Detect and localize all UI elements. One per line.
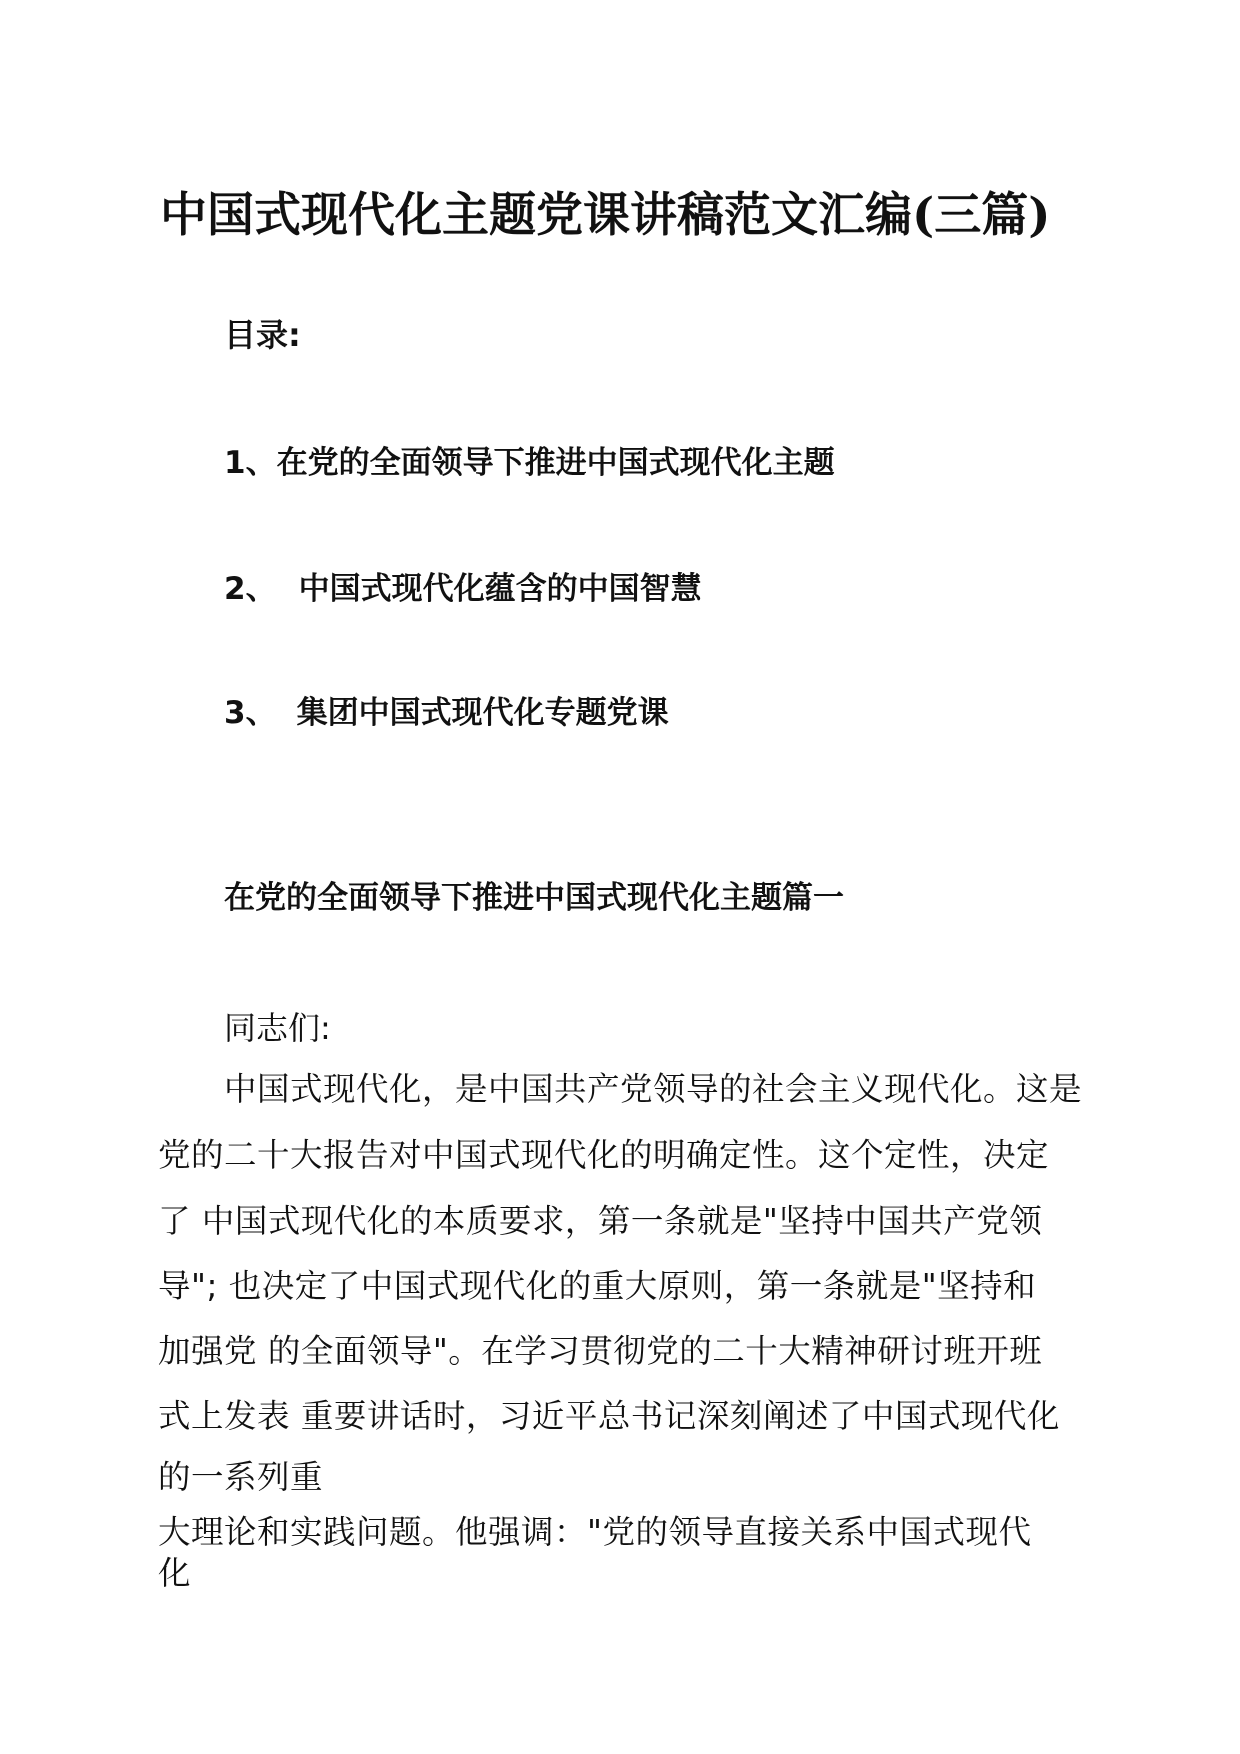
body-text-line: 了 中国式现代化的本质要求，第一条就是"坚持中国共产党领 [158, 1202, 1043, 1240]
toc-item-number: 1、 [224, 445, 277, 481]
body-text-line: 党的二十大报告对中国式现代化的明确定性。这个定性，决定 [158, 1136, 1050, 1174]
body-text-line: 导"; 也决定了中国式现代化的重大原则，第一条就是"坚持和 [158, 1267, 1037, 1305]
body-text-line: 中国式现代化，是中国共产党领导的社会主义现代化。这是 [224, 1070, 1083, 1108]
body-text-line: 式上发表 重要讲话时，习近平总书记深刻阐述了中国式现代化 [158, 1397, 1060, 1435]
toc-item-text: 中国式现代化蕴含的中国智慧 [298, 571, 702, 607]
body-text-line: 大理论和实践问题。他强调："党的领导直接关系中国式现代 [158, 1513, 1032, 1551]
toc-item [224, 687, 669, 732]
body-text-line: 加强党 的全面领导"。在学习贯彻党的二十大精神研讨班开班 [158, 1332, 1043, 1370]
section-heading: 在党的全面领导下推进中国式现代化主题篇一 [224, 880, 844, 916]
toc-item-number: 3、 [224, 695, 277, 731]
toc-item-number: 2、 [224, 571, 277, 607]
salutation: 同志们: [224, 1009, 331, 1047]
body-text-line: 化 [158, 1554, 192, 1592]
toc-item [224, 563, 702, 608]
toc-heading: 目录: [224, 316, 301, 354]
body-text-line: 的一系列重 [158, 1458, 324, 1496]
toc-item-text: 在党的全面领导下推进中国式现代化主题 [276, 445, 835, 481]
toc-item [224, 437, 835, 482]
document-title: 中国式现代化主题党课讲稿范文汇编(三篇) [160, 188, 1051, 243]
toc-item-text: 集团中国式现代化专题党课 [296, 695, 669, 731]
